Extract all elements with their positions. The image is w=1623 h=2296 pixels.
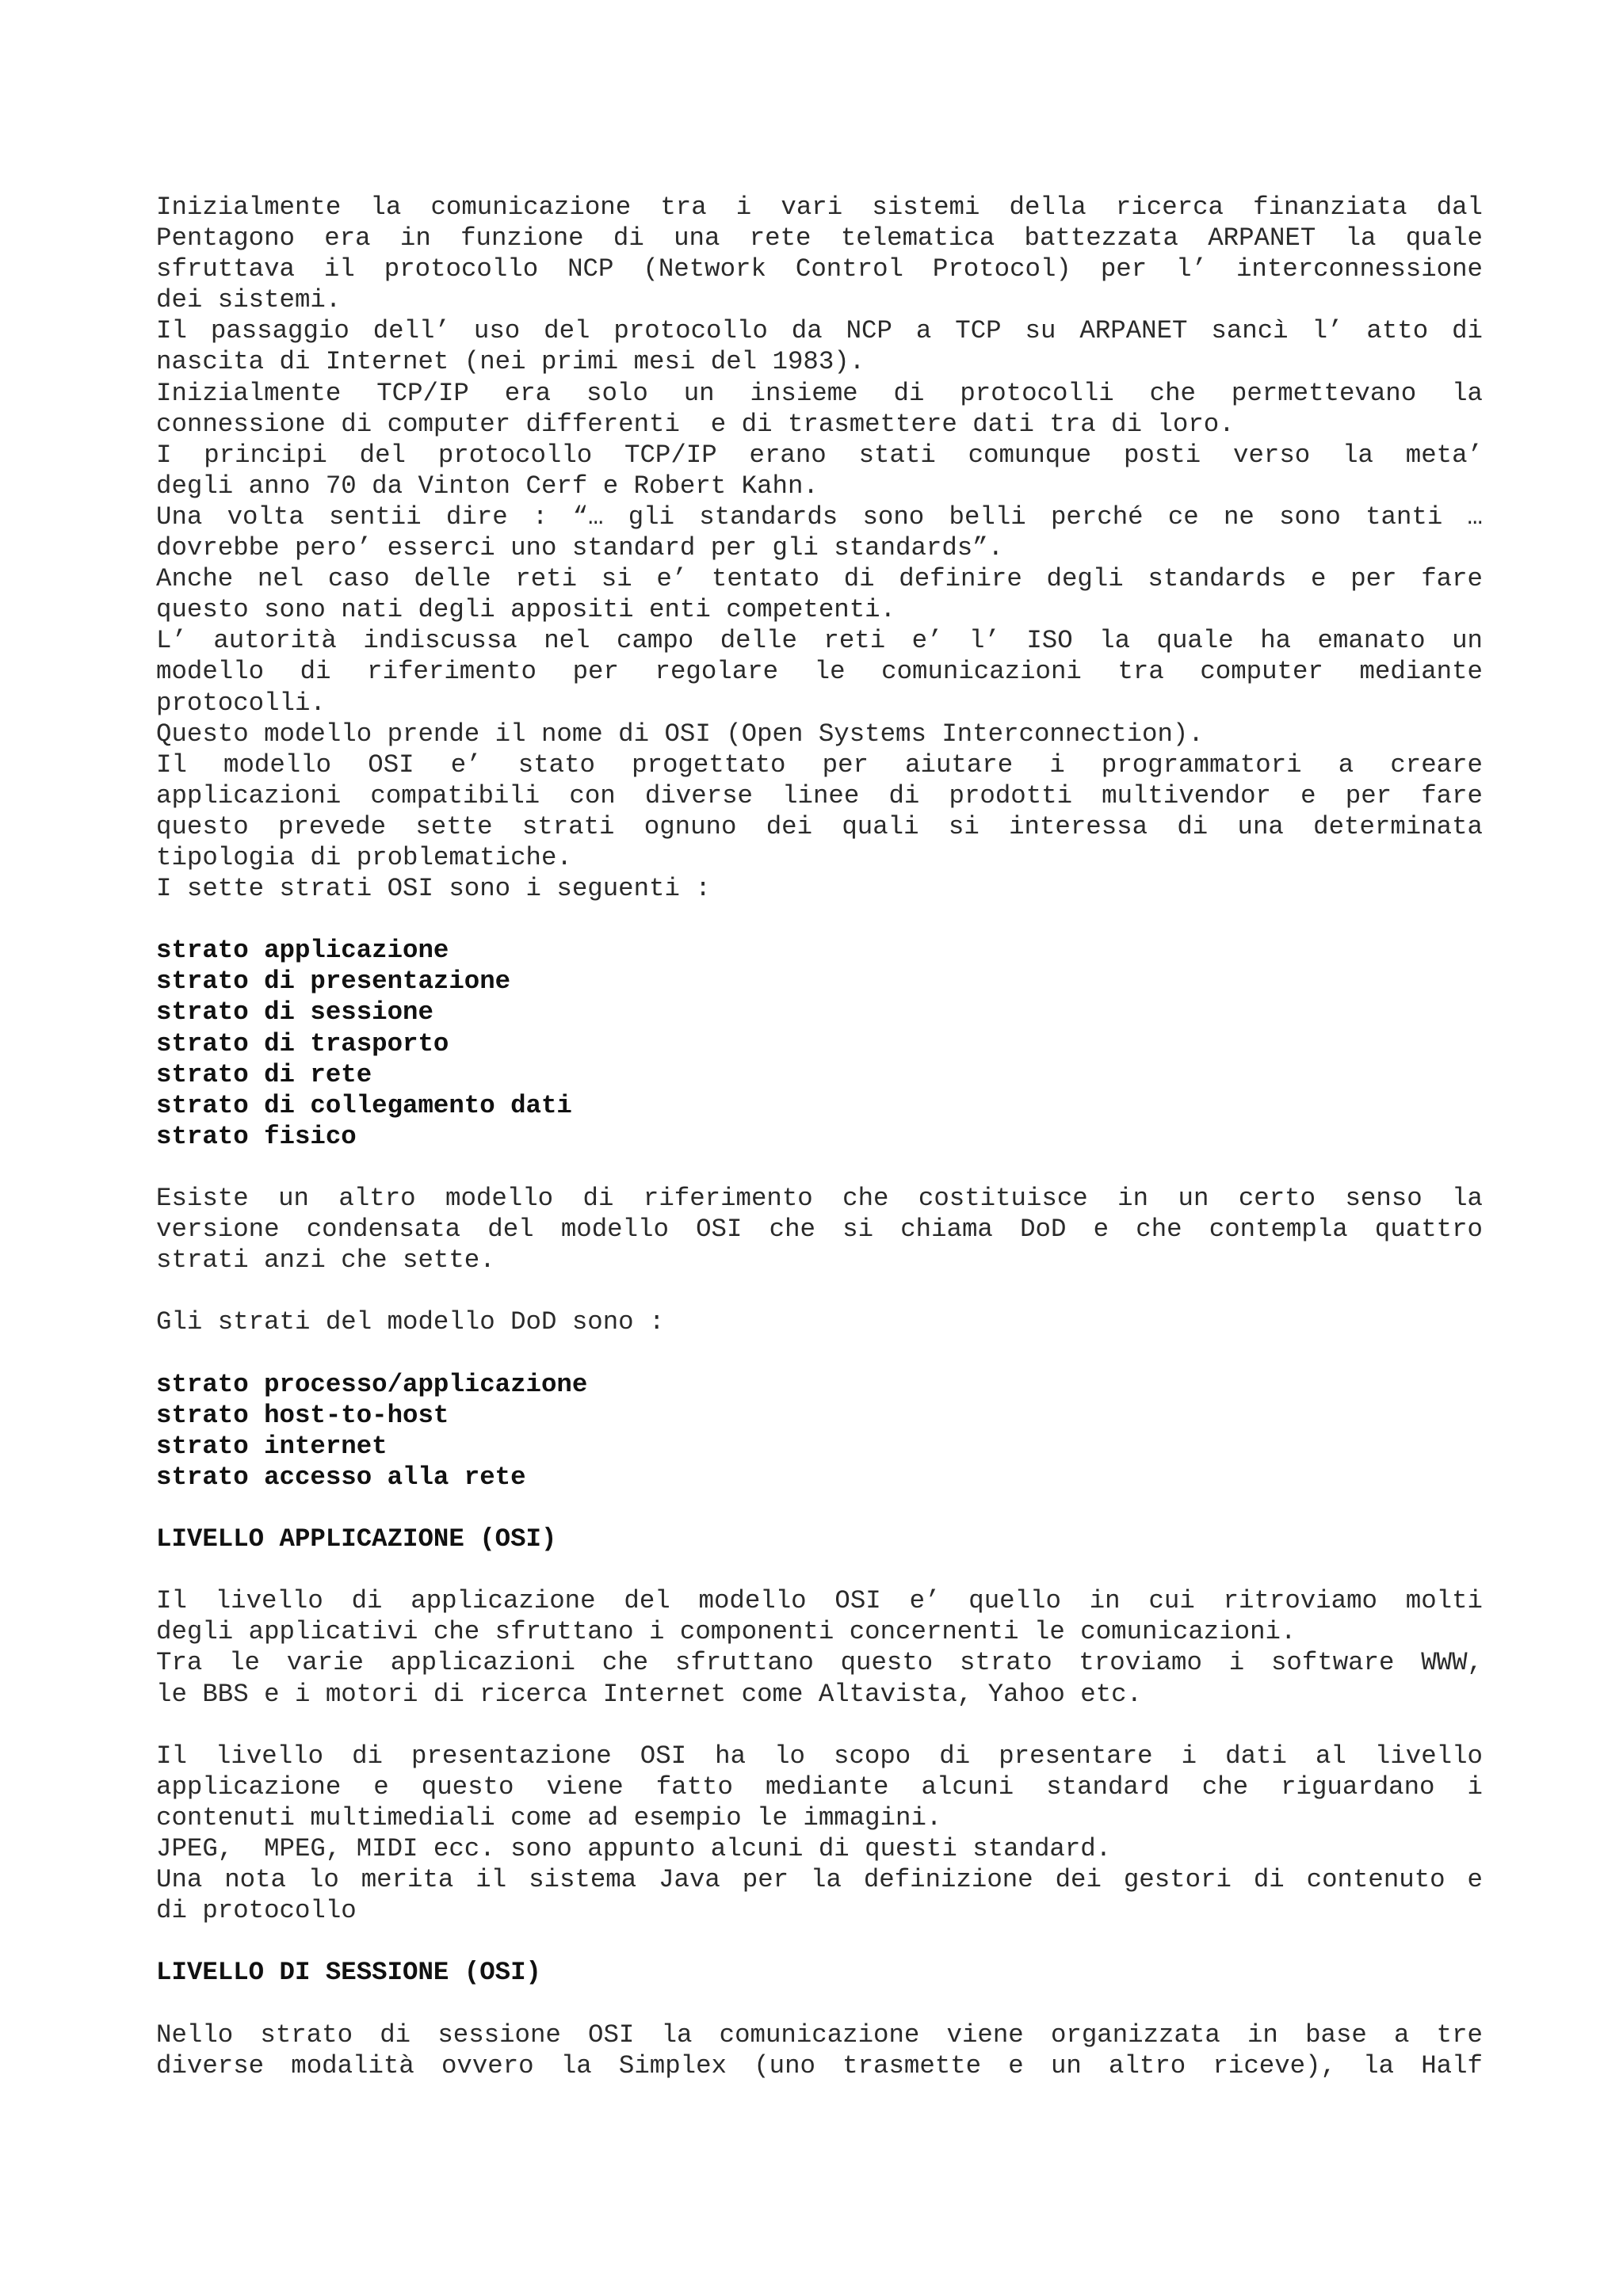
text-line: Il modello OSI e’ stato progettato per aiutare i programmatori a creare <box>156 749 1483 780</box>
text-line: tipologia di problematiche. <box>156 842 572 872</box>
sessione-paragraph <box>156 2019 1483 2081</box>
layer-list-item: strato internet <box>156 1431 388 1461</box>
text-line: Una nota lo merita il sistema Java per la definizione dei gestori di contenuto e <box>156 1865 1483 1895</box>
text-line: questo sono nati degli appositi enti competenti. <box>156 595 896 625</box>
text-line: Il passaggio dell’ uso del protocollo da NCP a TCP su ARPANET sancì l’ atto di <box>156 316 1483 346</box>
text-line: I principi del protocollo TCP/IP erano stati comunque posti verso la meta’ <box>156 440 1483 470</box>
text-line: questo prevede sette strati ognuno dei quali si interessa di una determinata <box>156 811 1483 841</box>
text-line: JPEG, MPEG, MIDI ecc. sono appunto alcuni di questi standard. <box>156 1833 1112 1863</box>
osi-layer-list <box>156 935 1483 1152</box>
text-line: applicazioni compatibili con diverse linee di prodotti multivendor e per fare <box>156 780 1483 810</box>
layer-list-item: strato host-to-host <box>156 1400 449 1430</box>
text-line: dei sistemi. <box>156 285 342 315</box>
spacer <box>156 904 1483 935</box>
layer-list-item: strato fisico <box>156 1121 357 1151</box>
presentazione-paragraph <box>156 1741 1483 1927</box>
layer-list-item: strato di sessione <box>156 997 433 1028</box>
text-line: Anche nel caso delle reti si e’ tentato di definire degli standards e per fare <box>156 564 1483 594</box>
dod-layer-list <box>156 1369 1483 1493</box>
layer-list-item: strato di collegamento dati <box>156 1090 572 1120</box>
text-line: versione condensata del modello OSI che si chiama DoD e che contempla quattro <box>156 1215 1483 1245</box>
intro-paragraph <box>156 192 1483 904</box>
spacer <box>156 1988 1483 2019</box>
layer-list-item: strato di trasporto <box>156 1028 449 1058</box>
layer-list-item: strato accesso alla rete <box>156 1462 526 1492</box>
text-line: Pentagono era in funzione di una rete telematica battezzata ARPANET la quale <box>156 223 1483 254</box>
heading-livello-applicazione: LIVELLO APPLICAZIONE (OSI) <box>156 1524 557 1554</box>
layer-list-item: strato processo/applicazione <box>156 1369 588 1399</box>
dod-list-intro: Gli strati del modello DoD sono : <box>156 1307 665 1337</box>
spacer <box>156 1554 1483 1585</box>
text-line: Una volta sentii dire : “… gli standards sono belli perché ce ne sono tanti … <box>156 502 1483 532</box>
text-line: Il livello di presentazione OSI ha lo scopo di presentare i dati al livello <box>156 1741 1483 1771</box>
text-line: le BBS e i motori di ricerca Internet come Altavista, Yahoo etc. <box>156 1679 1143 1709</box>
text-line: Inizialmente TCP/IP era solo un insieme di protocolli che permettevano la <box>156 378 1483 408</box>
layer-list-item: strato di presentazione <box>156 967 511 997</box>
layer-list-item: strato applicazione <box>156 936 449 966</box>
spacer <box>156 1337 1483 1368</box>
text-line: connessione di computer differenti e di trasmettere dati tra di loro. <box>156 409 1235 439</box>
text-line: L’ autorità indiscussa nel campo delle reti e’ l’ ISO la quale ha emanato un <box>156 626 1483 656</box>
text-line: Esiste un altro modello di riferimento che costituisce in un certo senso la <box>156 1184 1483 1213</box>
dod-intro-paragraph <box>156 1183 1483 1276</box>
applicazione-paragraph <box>156 1585 1483 1709</box>
text-line: Inizialmente la comunicazione tra i vari sistemi della ricerca finanziata dal <box>156 193 1483 222</box>
text-line: nascita di Internet (nei primi mesi del 1983). <box>156 347 865 377</box>
text-line: applicazione e questo viene fatto mediante alcuni standard che riguardano i <box>156 1772 1483 1802</box>
heading-livello-sessione: LIVELLO DI SESSIONE (OSI) <box>156 1958 541 1988</box>
text-line: modello di riferimento per regolare le comunicazioni tra computer mediante <box>156 657 1483 687</box>
spacer <box>156 1710 1483 1741</box>
spacer <box>156 1926 1483 1957</box>
text-line: Tra le varie applicazioni che sfruttano questo strato troviamo i software WWW, <box>156 1648 1483 1678</box>
layer-list-item: strato di rete <box>156 1059 372 1089</box>
text-line: strati anzi che sette. <box>156 1245 495 1276</box>
text-line: dovrebbe pero’ esserci uno standard per gli standards”. <box>156 533 1004 563</box>
document-page <box>156 192 1483 2081</box>
text-line: degli anno 70 da Vinton Cerf e Robert Kahn. <box>156 471 819 501</box>
text-line: Il livello di applicazione del modello OSI e’ quello in cui ritroviamo molti <box>156 1586 1483 1616</box>
text-line: diverse modalità ovvero la Simplex (uno trasmette e un altro riceve), la Half <box>156 2050 1483 2081</box>
text-line: sfruttava il protocollo NCP (Network Control Protocol) per l’ interconnessione <box>156 254 1483 284</box>
text-line: I sette strati OSI sono i seguenti : <box>156 874 711 904</box>
text-line: contenuti multimediali come ad esempio le immagini. <box>156 1802 942 1833</box>
text-line: di protocollo <box>156 1896 357 1926</box>
spacer <box>156 1276 1483 1306</box>
text-line: Nello strato di sessione OSI la comunicazione viene organizzata in base a tre <box>156 2019 1483 2050</box>
text-line: Questo modello prende il nome di OSI (Open Systems Interconnection). <box>156 719 1204 749</box>
text-line: degli applicativi che sfruttano i componenti concernenti le comunicazioni. <box>156 1617 1296 1647</box>
spacer <box>156 1152 1483 1183</box>
text-line: protocolli. <box>156 688 326 718</box>
spacer <box>156 1493 1483 1524</box>
